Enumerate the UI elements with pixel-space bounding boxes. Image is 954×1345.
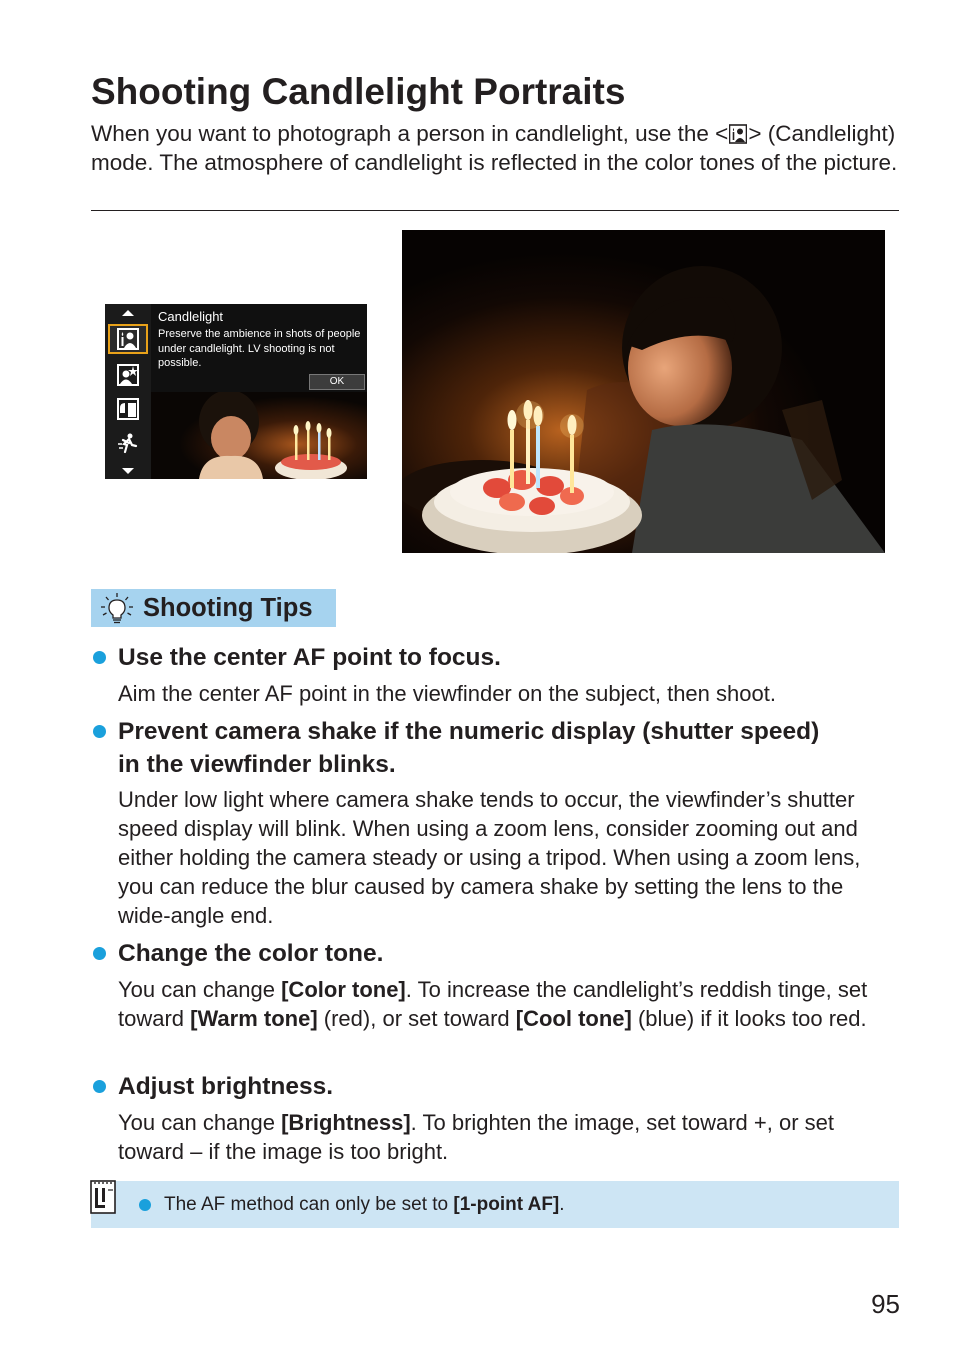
intro-text-1: When you want to photograph a person in candlelight, use the <: [91, 121, 729, 146]
brightness-setting: [Brightness]: [281, 1110, 411, 1135]
tip-body-3: [118, 975, 902, 1033]
menu-item-night-portrait: [108, 360, 148, 390]
intro-text-2: > (Candlelight) mode. The atmosphere of candlelight is reflected in the color tones of the picture.: [91, 121, 898, 175]
page-number: 95: [871, 1289, 900, 1319]
af-method-setting: [1-point AF]: [453, 1194, 560, 1215]
screen-mode-description: Preserve the ambience in shots of people under candlelight. LV shooting is not possible.: [158, 328, 361, 369]
note-text-part: .: [559, 1194, 565, 1215]
title-rule: [91, 210, 899, 211]
tip-body-3-text: (red), or set toward: [317, 1006, 516, 1031]
menu-item-sports: [108, 428, 148, 458]
bullet-icon: [93, 725, 106, 738]
menu-item-candlelight: [108, 324, 148, 354]
candlelight-portrait-photo: [402, 230, 885, 553]
page-title: Shooting Candlelight Portraits: [91, 71, 626, 112]
ok-button[interactable]: OK: [309, 374, 365, 390]
tip-heading-3: Change the color tone.: [118, 940, 384, 967]
tip-heading-1: Use the center AF point to focus.: [118, 644, 501, 671]
tip-heading-2-line1: Prevent camera shake if the numeric display (shutter speed): [118, 718, 820, 745]
shooting-tips-label: Shooting Tips: [143, 594, 313, 622]
candlelight-mode-icon: [117, 328, 139, 350]
candlelight-sample-thumbnail: [151, 392, 367, 479]
bullet-icon: [93, 651, 106, 664]
cool-tone-setting: [Cool tone]: [515, 1006, 632, 1031]
tip-body-3-text: You can change: [118, 977, 282, 1002]
candlelight-mode-icon: [729, 124, 747, 144]
tip-body-3-text: (blue) if it looks too red.: [631, 1006, 867, 1031]
menu-item-food: [108, 394, 148, 424]
camera-screen: [105, 304, 367, 479]
intro-paragraph: [91, 119, 899, 177]
memo-icon: [90, 1180, 118, 1216]
screen-mode-title: Candlelight: [158, 309, 224, 324]
note-text-part: The AF method can only be set to: [164, 1194, 454, 1215]
tip-body-4-text: . To brighten the image, set toward +, or set toward – if the image is too bright.: [118, 1110, 834, 1164]
tip-body-4: [118, 1108, 902, 1166]
night-portrait-icon: [117, 364, 139, 386]
scroll-down-icon: [122, 468, 134, 474]
bullet-icon: [139, 1199, 151, 1211]
tip-heading-2-line2: in the viewfinder blinks.: [118, 751, 396, 778]
tip-body-4-text: You can change: [118, 1110, 282, 1135]
tip-body-3-text: . To increase the candlelight’s reddish tinge, set toward: [118, 977, 868, 1031]
lightbulb-icon: [99, 592, 135, 626]
tip-heading-4: Adjust brightness.: [118, 1073, 334, 1100]
bullet-icon: [93, 947, 106, 960]
note-text: [164, 1193, 565, 1217]
warm-tone-setting: [Warm tone]: [190, 1006, 318, 1031]
tip-body-2: Under low light where camera shake tends to occur, the viewfinder’s shutter speed display will blink. When using a zoom lens, consider zooming out and either holding the camera steady or using a tripod. When using a zoom lens, you can reduce the blur caused by camera shake by setting the lens to the wide-angle end.: [118, 787, 861, 928]
tip-body-1: Aim the center AF point in the viewfinder on the subject, then shoot.: [118, 681, 776, 706]
bullet-icon: [93, 1080, 106, 1093]
mode-menu-sidebar: [105, 304, 151, 479]
scroll-up-icon: [122, 310, 134, 316]
color-tone-setting: [Color tone]: [281, 977, 406, 1002]
sports-icon: [117, 432, 139, 454]
food-icon: [117, 398, 139, 420]
